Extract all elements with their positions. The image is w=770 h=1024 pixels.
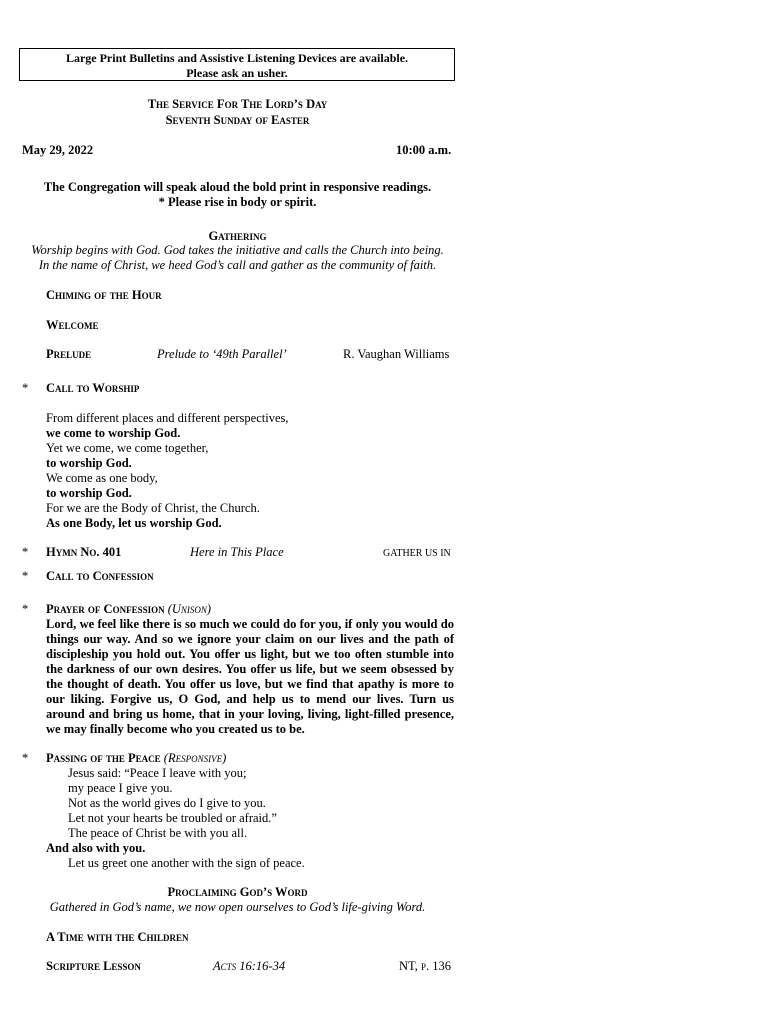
prayer-of-confession-label: Prayer of Confession — [46, 602, 165, 616]
cw-line: we come to worship God. — [46, 426, 181, 440]
stand-marker: * — [22, 569, 29, 583]
scripture-page: NT, p. 136 — [399, 959, 451, 973]
peace-line: Let not your hearts be troubled or afraid.” — [68, 811, 277, 825]
instructions-line-1: The Congregation will speak aloud the bold print in responsive readings. — [43, 180, 432, 194]
call-to-confession-label: Call to Confession — [46, 569, 154, 583]
peace-line: Jesus said: “Peace I leave with you; — [68, 766, 247, 780]
scripture-label: Scripture Lesson — [46, 959, 141, 973]
welcome: Welcome — [46, 318, 99, 332]
peace-response: And also with you. — [46, 841, 146, 855]
service-time: 10:00 a.m. — [396, 143, 452, 157]
prelude-label: Prelude — [46, 347, 92, 361]
passing-peace-label: Passing of the Peace — [46, 751, 161, 765]
peace-line: Let us greet one another with the sign of peace. — [68, 856, 305, 870]
call-to-worship-text — [46, 411, 454, 531]
service-date: May 29, 2022 — [22, 143, 94, 157]
prayer-note: (Unison) — [167, 602, 212, 616]
confession-text: Lord, we feel like there is so much we could do for you, if only you would do things our way. And so we ignore your claim on our lives and the path of discipleship you hold out. You offer us light, but we too often stumble into the darkness of our own desires. You offer us life, but we seem obsessed by the thought of death. You offer us love, but we find that apathy is more to our liking. Forgive us, O God, and help us to mend our lives. Turn us around and bring us home, that in your loving, living, light-filled presence, we may finally become who you created us to be. — [46, 617, 454, 736]
stand-marker: * — [22, 545, 29, 559]
notice-line-1: Large Print Bulletins and Assistive Listening Devices are available. — [65, 51, 409, 65]
chiming-of-hour: Chiming of the Hour — [46, 288, 162, 302]
hymn-tune: GATHER US IN — [383, 548, 451, 559]
notice-box — [19, 48, 455, 81]
stand-marker: * — [22, 602, 29, 616]
proclaiming-line: Gathered in God’s name, we now open ourselves to God’s life-giving Word. — [49, 900, 426, 914]
cw-line: to worship God. — [46, 456, 132, 470]
stand-marker: * — [22, 381, 29, 395]
proclaiming-heading: Proclaiming God’s Word — [167, 885, 308, 899]
children-time: A Time with the Children — [46, 930, 189, 944]
peace-line: The peace of Christ be with you all. — [68, 826, 248, 840]
prelude-composer: R. Vaughan Williams — [343, 347, 450, 361]
call-to-worship-label: Call to Worship — [46, 381, 140, 395]
instructions-line-2: * Please rise in body or spirit. — [158, 195, 317, 209]
cw-line: to worship God. — [46, 486, 132, 500]
peace-line: my peace I give you. — [68, 781, 173, 795]
passing-peace-note: (Responsive) — [163, 751, 227, 765]
gathering-line-2: In the name of Christ, we heed God’s call and gather as the community of faith. — [38, 258, 437, 272]
cw-line: For we are the Body of Christ, the Church. — [46, 501, 260, 515]
service-title: The Service For The Lord’s Day — [147, 97, 328, 111]
prelude-title: Prelude to ‘49th Parallel’ — [157, 347, 287, 361]
scripture-reference: Acts 16:16-34 — [213, 959, 286, 973]
cw-line: As one Body, let us worship God. — [46, 516, 222, 530]
passing-peace-heading — [46, 751, 226, 766]
stand-marker: * — [22, 751, 29, 765]
cw-line: Yet we come, we come together, — [46, 441, 209, 455]
gathering-heading: Gathering — [208, 229, 267, 243]
hymn-title: Here in This Place — [190, 545, 284, 559]
hymn-label: Hymn No. 401 — [46, 545, 122, 559]
service-subtitle: Seventh Sunday of Easter — [165, 113, 310, 127]
gathering-line-1: Worship begins with God. God takes the initiative and calls the Church into being. — [31, 243, 444, 257]
cw-line: From different places and different perspectives, — [46, 411, 289, 425]
peace-line: Not as the world gives do I give to you. — [68, 796, 266, 810]
cw-line: We come as one body, — [46, 471, 158, 485]
prayer-of-confession-heading — [46, 602, 211, 617]
notice-line-2: Please ask an usher. — [186, 66, 288, 80]
